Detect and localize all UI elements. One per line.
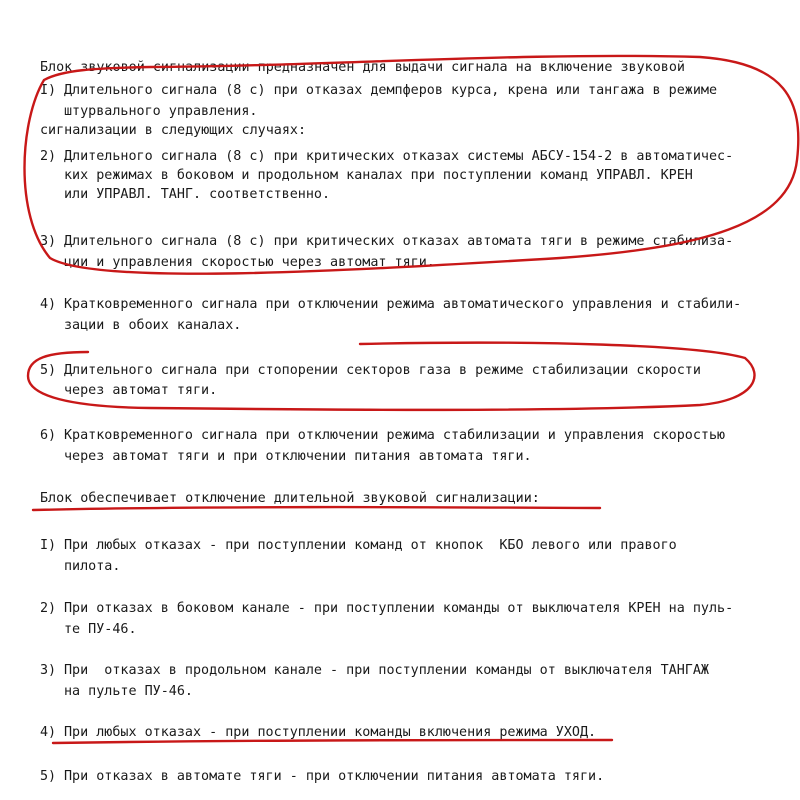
case-line: Кратковременного сигнала при отключении режима автоматического управления и стабили-: [64, 297, 742, 312]
case-number: 5): [40, 769, 57, 784]
case-line: Длительного сигнала (8 с) при критических отказах автомата тяги в режиме стабилиза-: [64, 234, 734, 249]
case-number: 2): [40, 149, 57, 164]
case-line: ких режимах в боковом и продольном каналах при поступлении команд УПРАВЛ. КРЕН: [64, 168, 693, 183]
case-number: 2): [40, 601, 57, 616]
case-number: 4): [40, 297, 57, 312]
case-number: 3): [40, 663, 57, 678]
case-line: штурвального управления.: [64, 104, 258, 119]
case-number: 5): [40, 363, 57, 378]
case-line: При любых отказах - при поступлении команд от кнопок КБО левого или правого: [64, 538, 677, 553]
case-line: Длительного сигнала при стопорении секторов газа в режиме стабилизации скорости: [64, 363, 701, 378]
case-line: Кратковременного сигнала при отключении режима стабилизации и управления скоростью: [64, 428, 726, 443]
case-line: При любых отказах - при поступлении команды включения режима УХОД.: [64, 725, 597, 740]
intro-line: Блок звуковой сигнализации предназначен для выдачи сигнала на включение звуковой: [40, 60, 685, 75]
case-line: зации в обоих каналах.: [64, 318, 242, 333]
case-line: через автомат тяги.: [64, 383, 218, 398]
shutoff-heading: Блок обеспечивает отключение длительной звуковой сигнализации:: [40, 491, 540, 506]
case-line: на пульте ПУ-46.: [64, 684, 193, 699]
case-line: Длительного сигнала (8 с) при отказах демпферов курса, крена или тангажа в режиме: [64, 83, 718, 98]
case-number: 3): [40, 234, 57, 249]
case-line: Длительного сигнала (8 с) при критических отказах системы АБСУ-154-2 в автоматичес-: [64, 149, 734, 164]
case-line: При отказах в автомате тяги - при отключении питания автомата тяги.: [64, 769, 605, 784]
case-line: пилота.: [64, 559, 121, 574]
case-line: ции и управления скоростью через автомат тяги.: [64, 255, 435, 270]
case-line: При отказах в продольном канале - при поступлении команды от выключателя ТАНГАЖ: [64, 663, 709, 678]
case-number: 6): [40, 428, 57, 443]
case-line: через автомат тяги и при отключении питания автомата тяги.: [64, 449, 532, 464]
case-line: При отказах в боковом канале - при поступлении команды от выключателя КРЕН на пуль-: [64, 601, 734, 616]
case-line: или УПРАВЛ. ТАНГ. соответственно.: [64, 187, 331, 202]
case-number: I): [40, 538, 57, 553]
case-number: I): [40, 83, 57, 98]
case-number: 4): [40, 725, 57, 740]
intro-line: сигнализации в следующих случаях:: [40, 123, 307, 138]
case-line: те ПУ-46.: [64, 622, 137, 637]
